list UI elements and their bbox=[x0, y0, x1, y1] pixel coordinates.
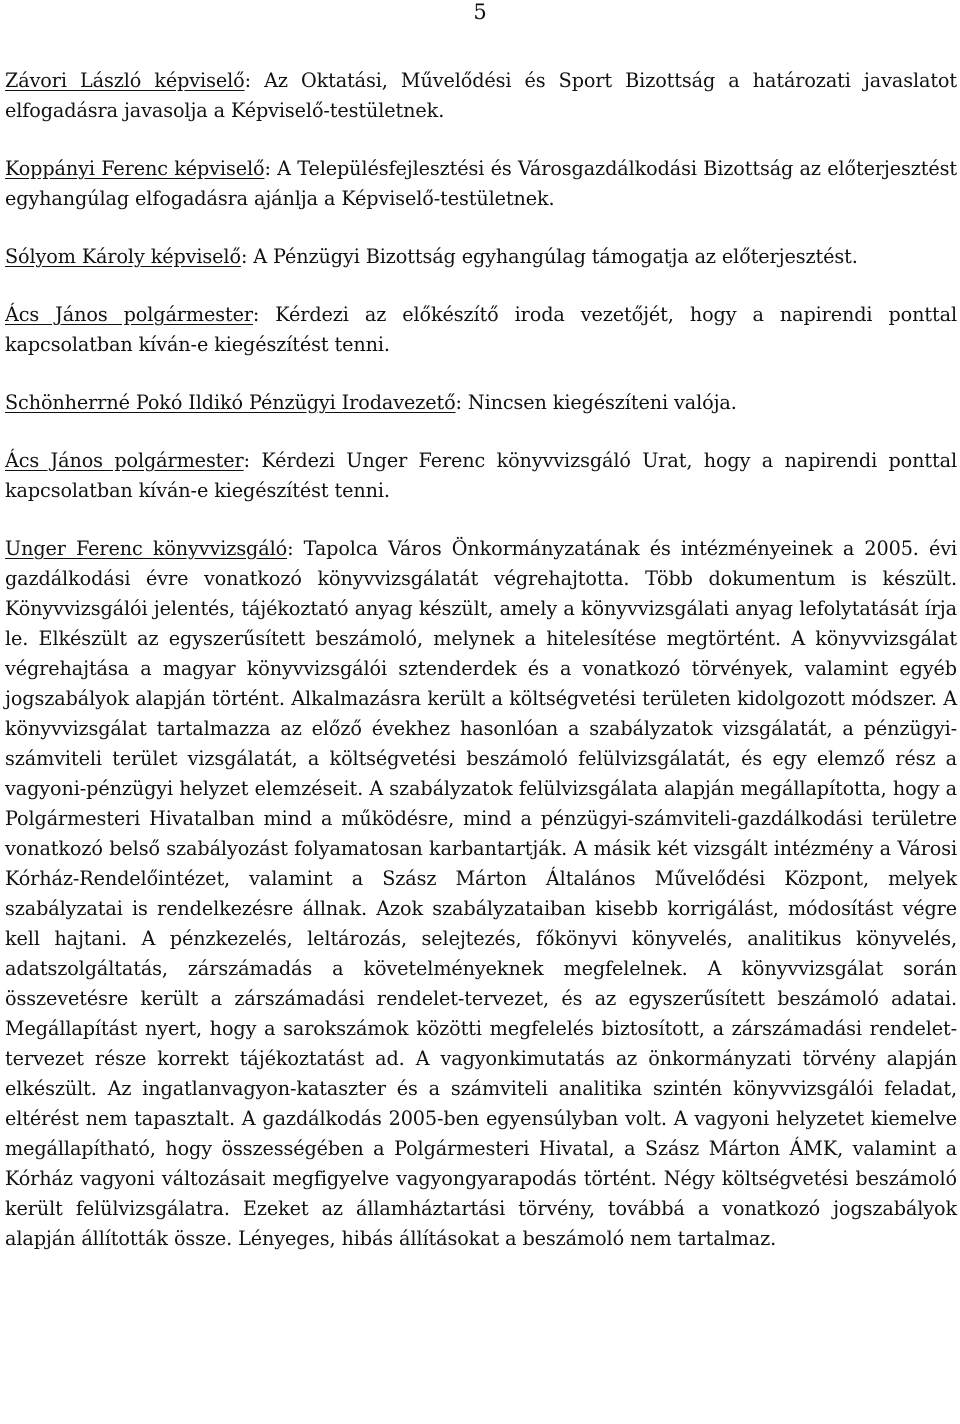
paragraph bbox=[5, 300, 957, 360]
paragraph bbox=[5, 66, 957, 126]
paragraph-text: : Az Oktatási, Művelődési és Sport Bizottság a határozati javaslatot elfogadásra javasolja a Képviselő-testületnek. bbox=[5, 69, 957, 122]
paragraph-text: : Kérdezi az előkészítő iroda vezetőjét, hogy a napirendi ponttal kapcsolatban kíván-e kiegészítést tenni. bbox=[5, 303, 957, 356]
paragraph-text: : A Pénzügyi Bizottság egyhangúlag támogatja az előterjesztést. bbox=[240, 245, 858, 268]
paragraph-text: : Nincsen kiegészíteni valója. bbox=[455, 391, 737, 414]
paragraph bbox=[5, 154, 957, 214]
speaker-name: Schönherrné Pokó Ildikó Pénzügyi Irodavezető bbox=[5, 391, 456, 414]
speaker-name: Ács János polgármester bbox=[5, 449, 244, 472]
document-body bbox=[5, 66, 957, 1282]
paragraph-text: : Kérdezi Unger Ferenc könyvvizsgáló Urat, hogy a napirendi ponttal kapcsolatban kíván-e kiegészítést tenni. bbox=[5, 449, 957, 502]
paragraph-text: : Tapolca Város Önkormányzatának és intézményeinek a 2005. évi gazdálkodási évre vonatkozó könyvvizsgálatát végrehajtotta. Több dokumentum is készült. Könyvvizsgálói jelentés, tájékoztató anyag készült, amely a könyvvizsgálati anyag lefolytatását írja le. Elkészült az egyszerűsített beszámoló, melynek a hitelesítése megtörtént. A könyvvizsgálat végrehajtása a magyar könyvvizsgálói sztenderdek és a vonatkozó törvények, valamint egyéb jogszabályok alapján történt. Alkalmazásra került a költségvetési területen kidolgozott módszer. A könyvvizsgálat tartalmazza az előző évekhez hasonlóan a szabályzatok vizsgálatát, a pénzügyi-számviteli terület vizsgálatát, a költségvetési beszámoló felülvizsgálatát, és egy elemző rész a vagyoni-pénzügyi helyzet elemzéseit. A szabályzatok felülvizsgálata alapján megállapította, hogy a Polgármesteri Hivatalban mind a működésre, mind a pénzügyi-számviteli-gazdálkodási területre vonatkozó belső szabályozást folyamatosan karbantartják. A másik két vizsgált intézmény a Városi Kórház-Rendelőintézet, valamint a Szász Márton Általános Művelődési Központ, melyek szabályzatai is rendelkezésre állnak. Azok szabályzataiban kisebb korrigálást, módosítást végre kell hajtani. A pénzkezelés, leltározás, selejtezés, főkönyvi könyvelés, analitikus könyvelés, adatszolgáltatás, zárszámadás a követelményeknek megfelelnek. A könyvvizsgálat során összevetésre került a zárszámadási rendelet-tervezet, és az egyszerűsített beszámoló adatai. Megállapítást nyert, hogy a sarokszámok közötti megfelelés biztosított, a zárszámadási rendelet-tervezet része korrekt tájékoztatást ad. A vagyonkimutatás az önkormányzati törvény alapján elkészült. Az ingatlanvagyon-kataszter és a számviteli analitika szintén könyvvizsgálói feladat, eltérést nem tapasztalt. A gazdálkodás 2005-ben egyensúlyban volt. A vagyoni helyzetet kiemelve megállapítható, hogy összességében a Polgármesteri Hivatal, a Szász Márton ÁMK, valamint a Kórház vagyoni változásait megfigyelve vagyongyarapodás történt. Négy költségvetési beszámoló került felülvizsgálatra. Ezeket az államháztartási törvény, továbbá a vonatkozó jogszabályok alapján állították össze. Lényeges, hibás állításokat a beszámoló nem tartalmaz. bbox=[5, 537, 957, 1250]
paragraph bbox=[5, 242, 957, 272]
paragraph-text: : A Településfejlesztési és Városgazdálkodási Bizottság az előterjesztést egyhangúlag elfogadásra ajánlja a Képviselő-testületnek. bbox=[5, 157, 957, 210]
speaker-name: Sólyom Károly képviselő bbox=[5, 245, 241, 268]
paragraph bbox=[5, 388, 957, 418]
paragraph bbox=[5, 446, 957, 506]
speaker-name: Ács János polgármester bbox=[5, 303, 253, 326]
speaker-name: Závori László képviselő bbox=[5, 69, 245, 92]
paragraph bbox=[5, 534, 957, 1254]
speaker-name: Unger Ferenc könyvvizsgáló bbox=[5, 537, 288, 560]
page-number: 5 bbox=[473, 0, 487, 24]
speaker-name: Koppányi Ferenc képviselő bbox=[5, 157, 265, 180]
